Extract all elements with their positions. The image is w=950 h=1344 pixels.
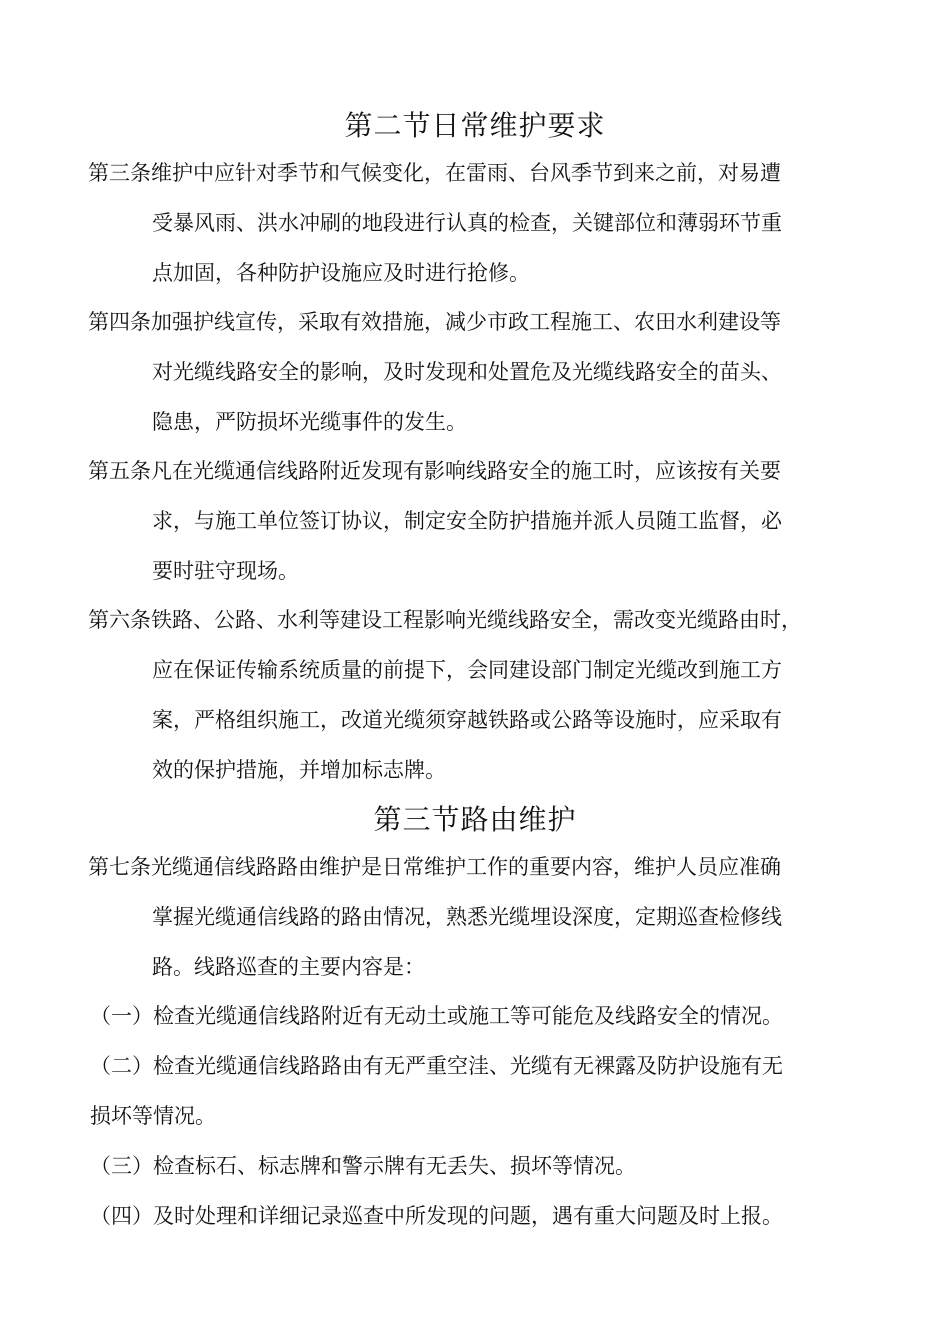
article-3-line-1: 第三条维护中应针对季节和气候变化，在雷雨、台风季节到来之前，对易遭: [88, 161, 781, 185]
article-6-line-4: 效的保护措施，并增加标志牌。: [152, 758, 446, 782]
list-item-1: （一）检查光缆通信线路附近有无动土或施工等可能危及线路安全的情况。: [90, 1004, 783, 1028]
article-5-line-1: 第五条凡在光缆通信线路附近发现有影响线路安全的施工时，应该按有关要: [88, 459, 781, 483]
article-5-line-2: 求，与施工单位签订协议，制定安全防护措施并派人员随工监督，必: [152, 509, 782, 533]
article-4-line-3: 隐患，严防损坏光缆事件的发生。: [152, 410, 467, 434]
article-5-line-3: 要时驻守现场。: [152, 559, 299, 583]
list-item-3: （三）检查标石、标志牌和警示牌有无丢失、损坏等情况。: [90, 1154, 636, 1178]
article-3-line-3: 点加固，各种防护设施应及时进行抢修。: [152, 261, 530, 285]
section-3-title: 第三节路由维护: [373, 803, 577, 836]
article-4-line-1: 第四条加强护线宣传，采取有效措施，减少市政工程施工、农田水利建设等: [88, 310, 781, 334]
article-3-line-2: 受暴风雨、洪水冲刷的地段进行认真的检查，关键部位和薄弱环节重: [152, 211, 782, 235]
article-7-line-2: 掌握光缆通信线路的路由情况，熟悉光缆埋设深度，定期巡查检修线: [152, 905, 782, 929]
list-item-2: （二）检查光缆通信线路路由有无严重空洼、光缆有无裸露及防护设施有无: [90, 1054, 783, 1078]
list-item-2-continued: 损坏等情况。: [90, 1104, 216, 1128]
article-4-line-2: 对光缆线路安全的影响，及时发现和处置危及光缆线路安全的苗头、: [152, 360, 782, 384]
section-2-title: 第二节日常维护要求: [344, 109, 606, 142]
article-6-line-1: 第六条铁路、公路、水利等建设工程影响光缆线路安全，需改变光缆路由时，: [88, 608, 802, 632]
article-6-line-3: 案，严格组织施工，改道光缆须穿越铁路或公路等设施时，应采取有: [152, 708, 782, 732]
article-7-line-1: 第七条光缆通信线路路由维护是日常维护工作的重要内容，维护人员应准确: [88, 855, 781, 879]
list-item-4: （四）及时处理和详细记录巡查中所发现的问题，遇有重大问题及时上报。: [90, 1204, 783, 1228]
article-6-line-2: 应在保证传输系统质量的前提下，会同建设部门制定光缆改到施工方: [152, 658, 782, 682]
article-7-line-3: 路。线路巡查的主要内容是：: [152, 955, 425, 979]
